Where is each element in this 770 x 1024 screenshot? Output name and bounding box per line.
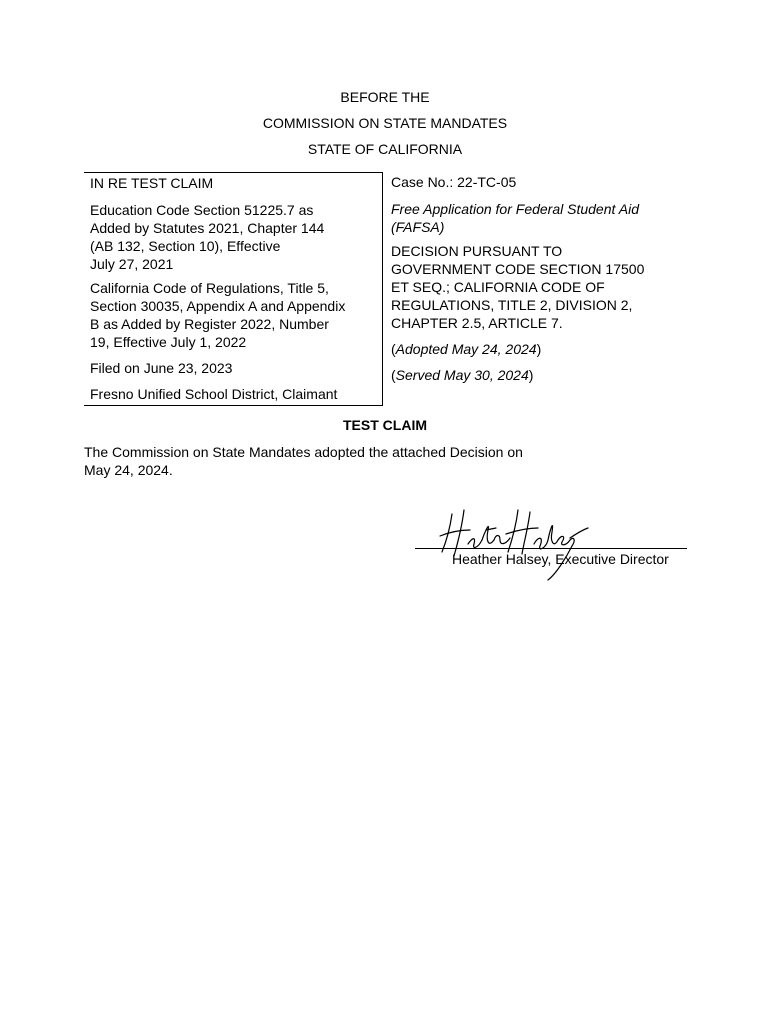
claimant: Fresno Unified School District, Claimant <box>90 386 338 402</box>
decision-authority <box>391 242 681 332</box>
decision-line: DECISION PURSUANT TO <box>391 243 563 259</box>
caption-heading: IN RE TEST CLAIM <box>90 175 214 191</box>
claim-subject <box>391 200 681 236</box>
body-line: The Commission on State Mandates adopted the attached Decision on <box>84 444 523 460</box>
body-line: May 24, 2024. <box>84 462 173 478</box>
document-title: TEST CLAIM <box>343 417 427 433</box>
caption-statute <box>90 201 380 273</box>
adopted-text: Adopted May 24, 2024 <box>395 341 537 357</box>
header-line-2: COMMISSION ON STATE MANDATES <box>262 115 508 131</box>
served-paren-close: ) <box>528 367 534 383</box>
subject-line: (FAFSA) <box>391 219 445 235</box>
regulation-line: B as Added by Register 2022, Number <box>90 316 329 332</box>
caption-left-box <box>84 172 383 406</box>
adopted-date <box>391 340 681 358</box>
case-number: Case No.: 22-TC-05 <box>391 174 517 190</box>
decision-line: GOVERNMENT CODE SECTION 17500 <box>391 261 645 277</box>
statute-line: July 27, 2021 <box>90 256 174 272</box>
adopted-paren-open: ( <box>391 341 396 357</box>
served-text: Served May 30, 2024 <box>395 367 529 383</box>
served-date <box>391 366 681 384</box>
decision-line: REGULATIONS, TITLE 2, DIVISION 2, <box>391 297 633 313</box>
handwritten-signature <box>430 500 590 582</box>
decision-line: CHAPTER 2.5, ARTICLE 7. <box>391 315 563 331</box>
regulation-line: Section 30035, Appendix A and Appendix <box>90 298 346 314</box>
header-line-1: BEFORE THE <box>340 89 430 105</box>
subject-line: Free Application for Federal Student Aid <box>391 201 639 217</box>
statute-line: Education Code Section 51225.7 as <box>90 202 314 218</box>
decision-line: ET SEQ.; CALIFORNIA CODE OF <box>391 279 605 295</box>
body-paragraph <box>84 443 604 479</box>
statute-line: (AB 132, Section 10), Effective <box>90 238 281 254</box>
regulation-line: 19, Effective July 1, 2022 <box>90 334 247 350</box>
served-paren-open: ( <box>391 367 396 383</box>
caption-regulation <box>90 279 380 351</box>
signature-line <box>415 548 687 549</box>
header-line-3: STATE OF CALIFORNIA <box>307 141 463 157</box>
regulation-line: California Code of Regulations, Title 5, <box>90 280 329 296</box>
filed-date: Filed on June 23, 2023 <box>90 360 233 376</box>
statute-line: Added by Statutes 2021, Chapter 144 <box>90 220 325 236</box>
adopted-paren-close: ) <box>536 341 542 357</box>
signatory-name: Heather Halsey, Executive Director <box>452 551 669 567</box>
